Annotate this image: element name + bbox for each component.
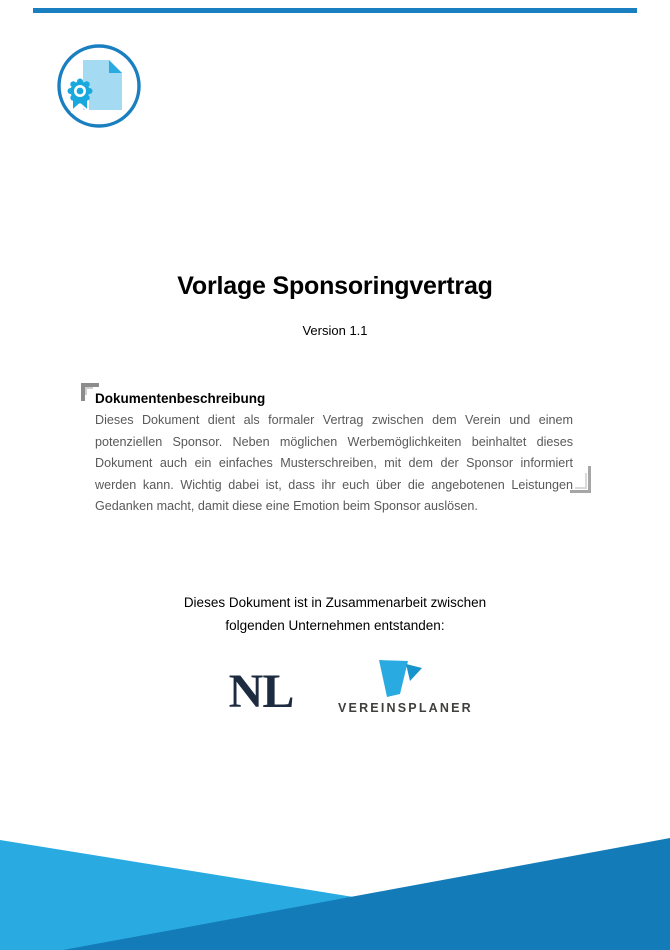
- description-text: Dieses Dokument dient als formaler Vertrag zwischen dem Verein und einem potenziellen Sponsor. Neben möglichen Werbemöglichkeiten beinhaltet dieses Dokument auch ein einfaches Musterschreiben, mit dem der Sponsor informiert werden kann. Wichtig dabei ist, dass ihr euch über die angebotenen Leistungen Gedanken macht, damit diese eine Emotion beim Sponsor auslösen.: [95, 413, 573, 513]
- description-block: [95, 391, 573, 518]
- certificate-document-icon: [56, 43, 142, 129]
- pennant-flag-icon: [375, 655, 423, 699]
- top-rule: [33, 8, 637, 13]
- collaboration-note: [0, 591, 670, 637]
- partner-monogram-logo: NL: [228, 665, 294, 718]
- version-label: Version 1.1: [302, 323, 368, 338]
- page-title: Vorlage Sponsoringvertrag: [177, 272, 493, 300]
- vereinsplaner-wordmark: VEREINSPLANER: [338, 701, 473, 715]
- description-heading: Dokumentenbeschreibung: [95, 391, 266, 406]
- footer-triangles: [0, 830, 670, 950]
- quote-corner-bottom-right: [570, 466, 591, 493]
- collaboration-line-2: folgenden Unternehmen entstanden:: [225, 618, 445, 633]
- vereinsplaner-logo: [338, 655, 473, 715]
- collaboration-line-1: Dieses Dokument ist in Zusammenarbeit zwischen: [183, 595, 487, 610]
